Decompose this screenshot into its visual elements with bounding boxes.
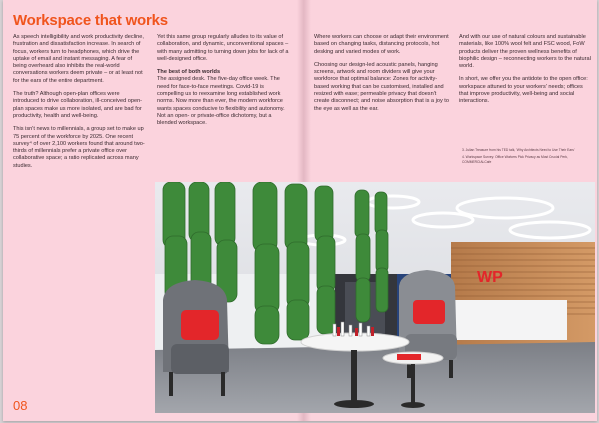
text-column-1 — [13, 34, 147, 176]
footnote: 4. Workspace Survey: Office Workers Pick Privacy as Most Crucial Perk, COMMERCIALCafe — [462, 155, 568, 164]
red-cushion — [413, 300, 445, 324]
paragraph: This isn't news to millennials, a group set to make up 75 percent of the workforce by 2025. One recent survey⁴ of over 2,100 workers found that around two-thirds of millennials prefer a private office over collaborative space; a ratio replicated across many studies. — [13, 126, 145, 169]
text-column-4 — [459, 34, 593, 112]
company-sign: WP — [477, 269, 503, 286]
paragraph: The truth? Although open-plan offices were introduced to drive collaboration, ill-conceived open-plan spaces make us more isolated, and are bad for productivity, health and well-being. — [13, 91, 143, 119]
reception-desk — [455, 300, 567, 340]
text-column-2 — [157, 34, 291, 134]
office-photo — [155, 182, 598, 413]
section-heading: The best of both worlds — [157, 69, 221, 76]
paragraph: And with our use of natural colours and sustainable materials, like 100% wool felt and FSC wood, FoW products deliver the proven wellness benefits of biophilic design – reconnecting workers to the natural world. — [459, 34, 591, 70]
footnotes — [462, 148, 594, 167]
page-number: 08 — [13, 398, 28, 413]
brochure-spread — [3, 0, 597, 421]
paragraph: Where workers can choose or adapt their environment based on changing tasks, distancing protocols, hot desking and varied modes of work. — [314, 34, 449, 55]
footnote: 3. Julian Treasure from his TED talk, 'Why Architects Need to Use Their Ears' — [462, 148, 575, 152]
paragraph: Choosing our design-led acoustic panels, hanging screens, artwork and room dividers will give your workforce that optimal balance: Zones for activity-based working that can be customised, installed and resized with ease; permeable privacy that doesn't create disconnect; and noise absorption that is a joy to the eye as well as the ear. — [314, 61, 449, 112]
paragraph: As speech intelligibility and work productivity decline, frustration and dissatisfaction increase. In search of focus, workers turn to headphones, which drive the uptake of email and instant messaging. A fear of being overheard also inhibits the real-world conversations workers deem private – or at least not for the ears of the entire department. — [13, 34, 144, 84]
paragraph: Yet this same group regularly alludes to its value of collaboration, and dynamic, unconventional spaces – with many admitting to turning down jobs for lack of a well-designed office. — [157, 34, 289, 62]
red-cushion — [181, 310, 219, 340]
page-title: Workspace that works — [13, 12, 168, 29]
paragraph: The assigned desk. The five-day office week. The need for face-to-face meetings. Covid-19 is compelling us to reexamine long established work norms. Now more than ever, the modern workforce wants spaces conducive to flexibility and autonomy. — [157, 76, 285, 112]
paragraph: Not an open- or private-office dichotomy, but a blended workspace. — [157, 112, 272, 127]
paragraph: In short, we offer you the antidote to the open office: workspace attuned to your workers' needs; offices that improve productivity, well-being and social interactions. — [459, 76, 588, 105]
text-column-3 — [314, 34, 450, 119]
